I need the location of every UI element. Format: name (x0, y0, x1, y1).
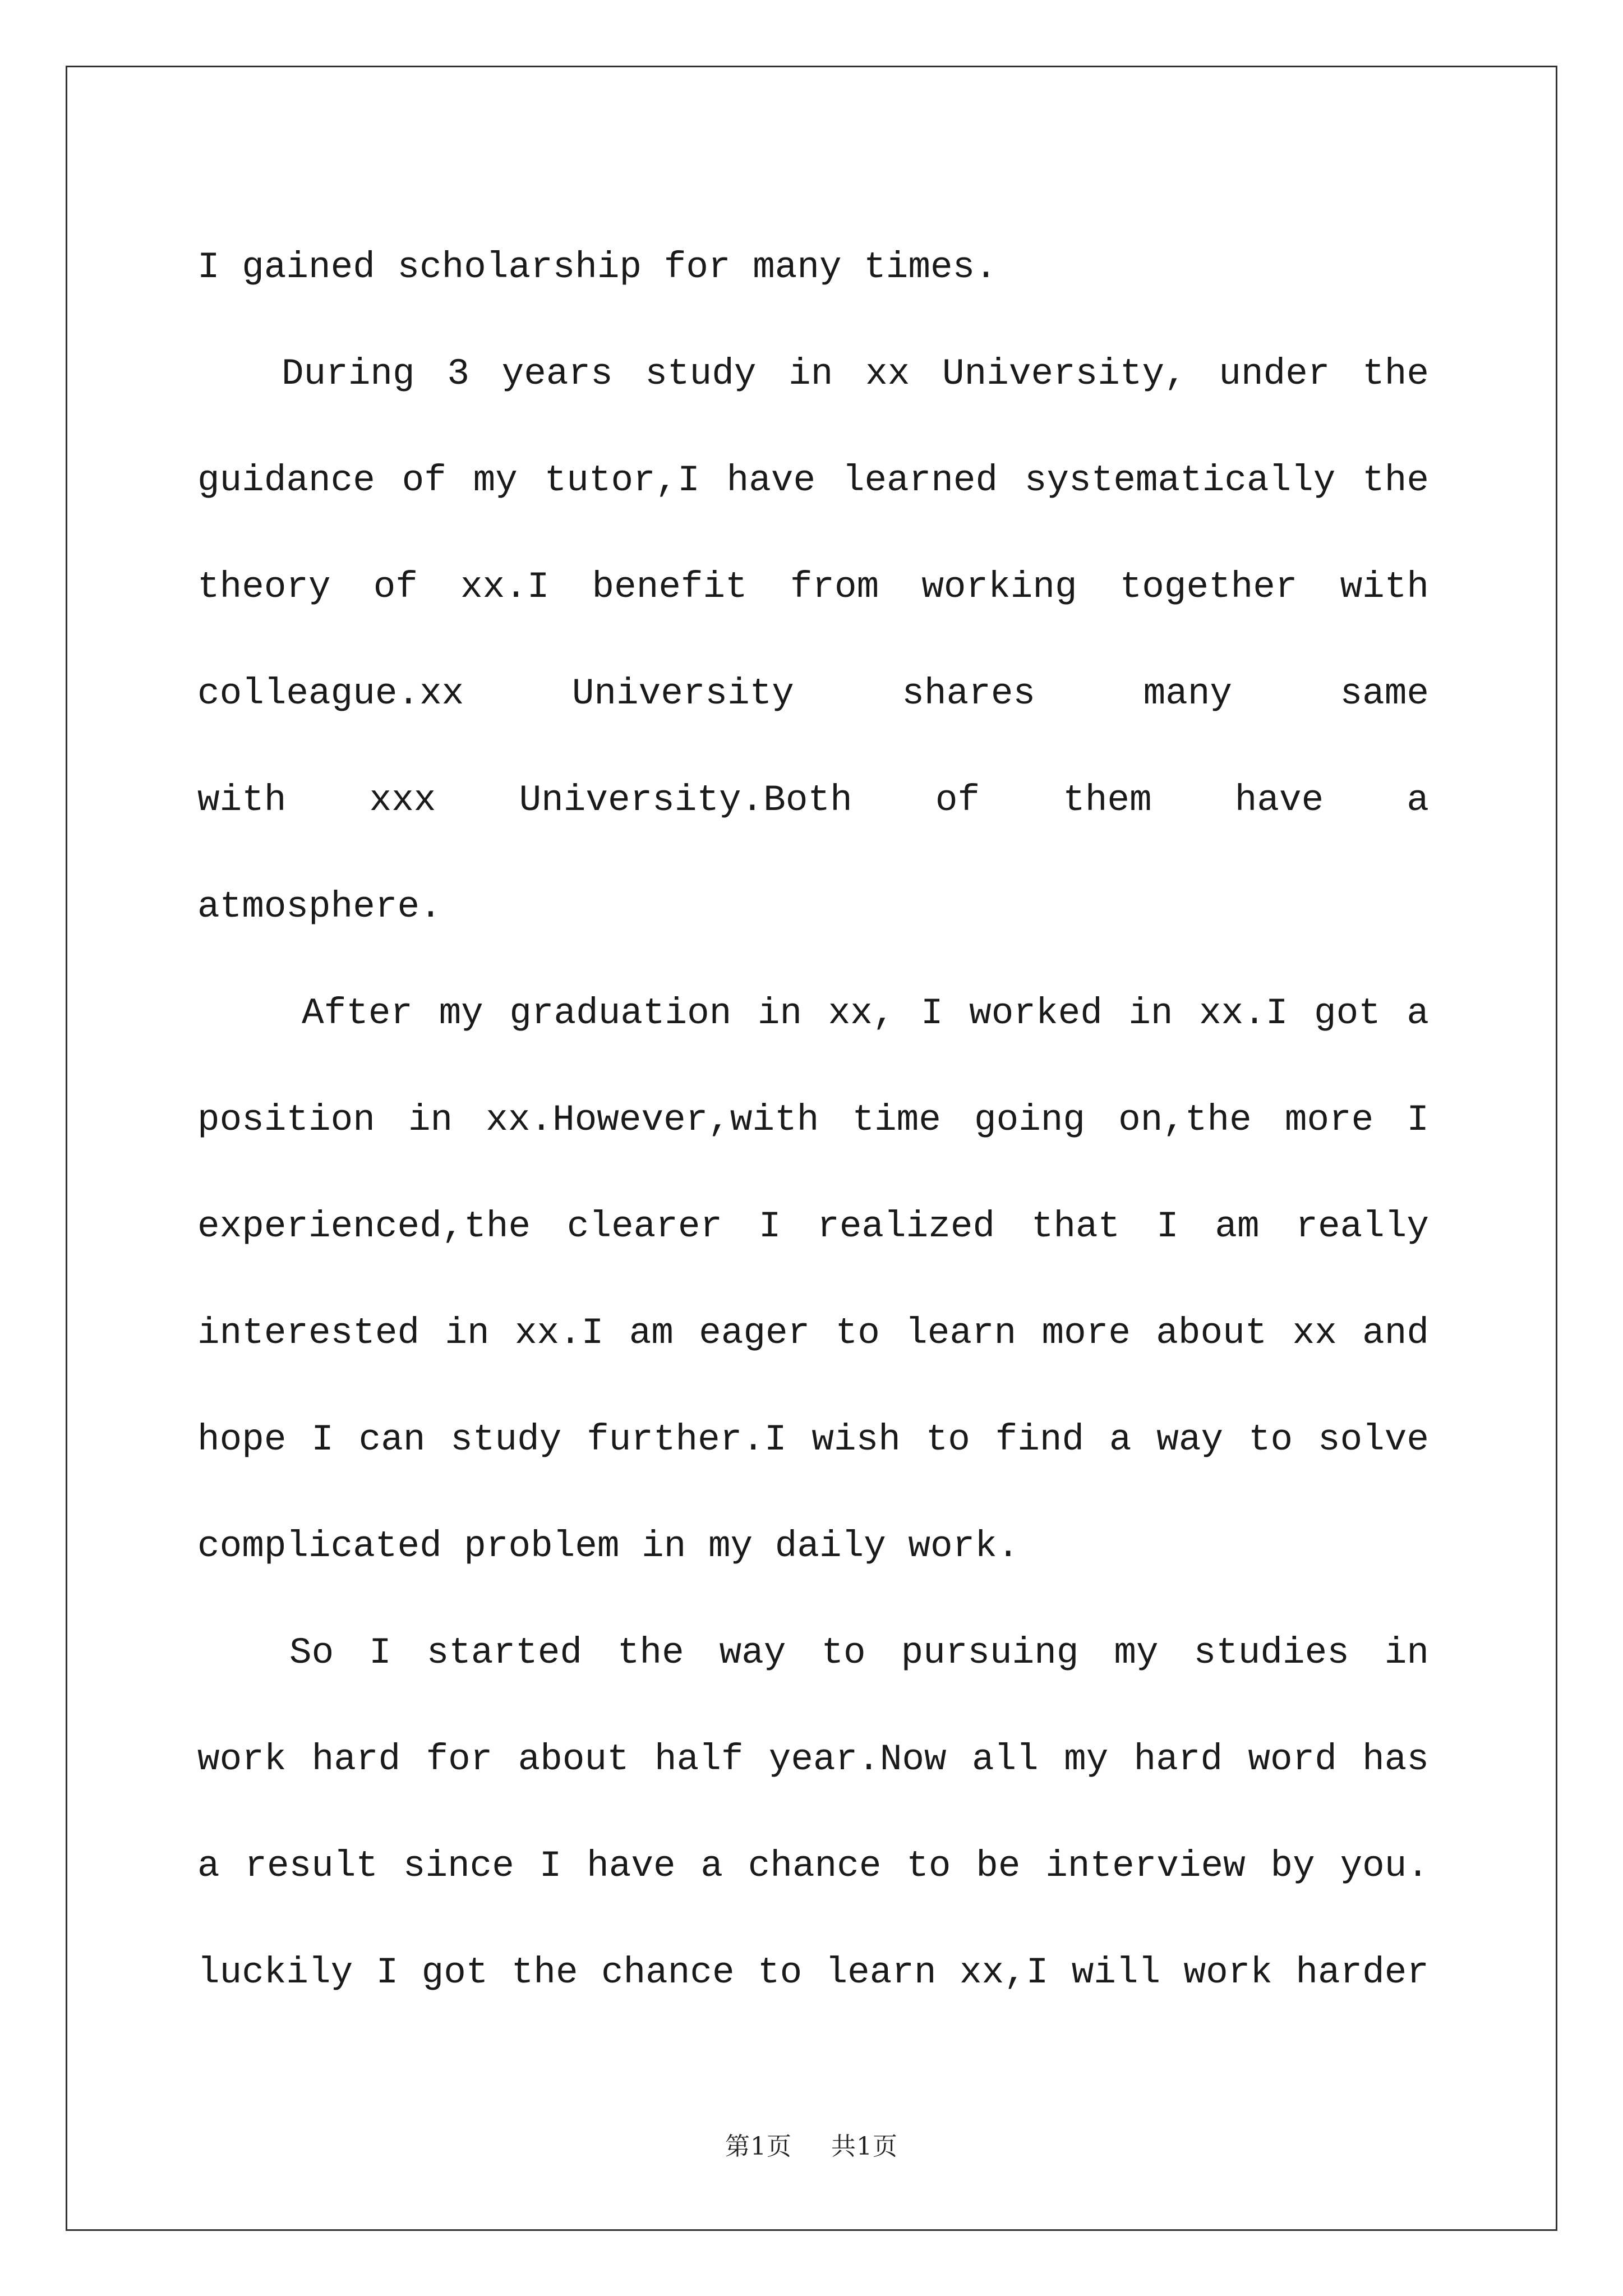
text-line: position in xx.However,with time going on,the more I (197, 1099, 1429, 1141)
text-line: work hard for about half year.Now all my hard word has (197, 1738, 1429, 1780)
text-line: So I started the way to pursuing my studies in (289, 1632, 1429, 1674)
page-number: 第1页 (725, 2132, 792, 2161)
text-line: guidance of my tutor,I have learned systematically the (197, 459, 1429, 501)
text-line: theory of xx.I benefit from working together with (197, 566, 1429, 608)
text-line: a result since I have a chance to be interview by you. (197, 1845, 1429, 1887)
text-line: colleague.xx University shares many same (197, 673, 1429, 715)
page-total: 共1页 (831, 2132, 898, 2161)
text-line: interested in xx.I am eager to learn more about xx and (197, 1312, 1429, 1354)
text-line: I gained scholarship for many times. (197, 246, 997, 288)
document-body (197, 214, 1429, 2026)
text-line: During 3 years study in xx University, under the (282, 353, 1429, 395)
text-line: experienced,the clearer I realized that I am really (197, 1205, 1429, 1248)
text-line: luckily I got the chance to learn xx,I will work harder (197, 1952, 1429, 1994)
page-footer (0, 2126, 1623, 2162)
text-line: with xxx University.Both of them have a (197, 779, 1429, 821)
text-line: complicated problem in my daily work. (197, 1525, 1020, 1567)
text-line: After my graduation in xx, I worked in xx.I got a (302, 992, 1429, 1034)
text-line: hope I can study further.I wish to find a way to solve (197, 1419, 1429, 1461)
text-line: atmosphere. (197, 886, 442, 928)
